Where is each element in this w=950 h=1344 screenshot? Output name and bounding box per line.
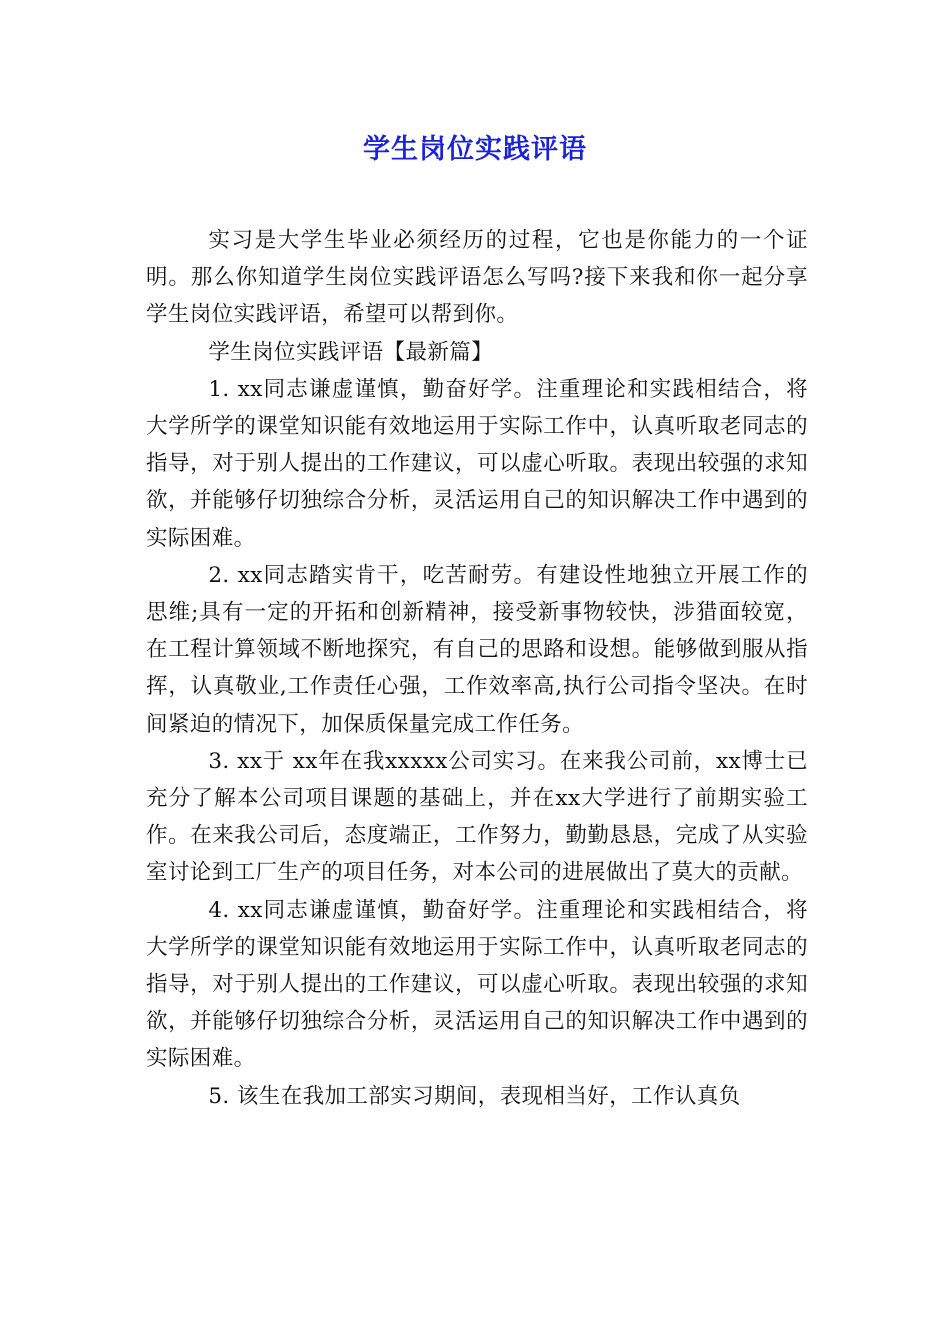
section-heading: 学生岗位实践评语【最新篇】 (208, 339, 494, 365)
document-body (146, 222, 808, 1115)
document-title: 学生岗位实践评语 (363, 134, 587, 165)
comment-paragraph-4: 4. xx同志谦虚谨慎，勤奋好学。注重理论和实践相结合，将大学所学的课堂知识能有效地运用于实际工作中，认真听取老同志的指导，对于别人提出的工作建议，可以虚心听取。表现出较强的求知欲，并能够仔切独综合分析，灵活运用自己的知识解决工作中遇到的实际困难。 (146, 897, 808, 1072)
comment-paragraph-5: 5. 该生在我加工部实习期间，表现相当好，工作认真负 (208, 1083, 741, 1109)
comment-paragraph-2: 2. xx同志踏实肯干，吃苦耐劳。有建设性地独立开展工作的思维;具有一定的开拓和创新精神，接受新事物较快，涉猎面较宽，在工程计算领域不断地探究，有自己的思路和设想。能够做到服从指挥，认真敬业,工作责任心强，工作效率高,执行公司指令坚决。在时间紧迫的情况下，加保质保量完成工作任务。 (146, 562, 808, 737)
intro-paragraph: 实习是大学生毕业必须经历的过程，它也是你能力的一个证明。那么你知道学生岗位实践评语怎么写吗?接下来我和你一起分享学生岗位实践评语，希望可以帮到你。 (146, 228, 808, 328)
comment-paragraph-1: 1. xx同志谦虚谨慎，勤奋好学。注重理论和实践相结合，将大学所学的课堂知识能有效地运用于实际工作中，认真听取老同志的指导，对于别人提出的工作建议，可以虚心听取。表现出较强的求知欲，并能够仔切独综合分析，灵活运用自己的知识解决工作中遇到的实际困难。 (146, 376, 808, 551)
comment-paragraph-3: 3. xx于 xx年在我xxxxx公司实习。在来我公司前，xx博士已充分了解本公司项目课题的基础上，并在xx大学进行了前期实验工作。在来我公司后，态度端正，工作努力，勤勤恳恳，完成了从实验室讨论到工厂生产的项目任务，对本公司的进展做出了莫大的贡献。 (146, 748, 808, 886)
